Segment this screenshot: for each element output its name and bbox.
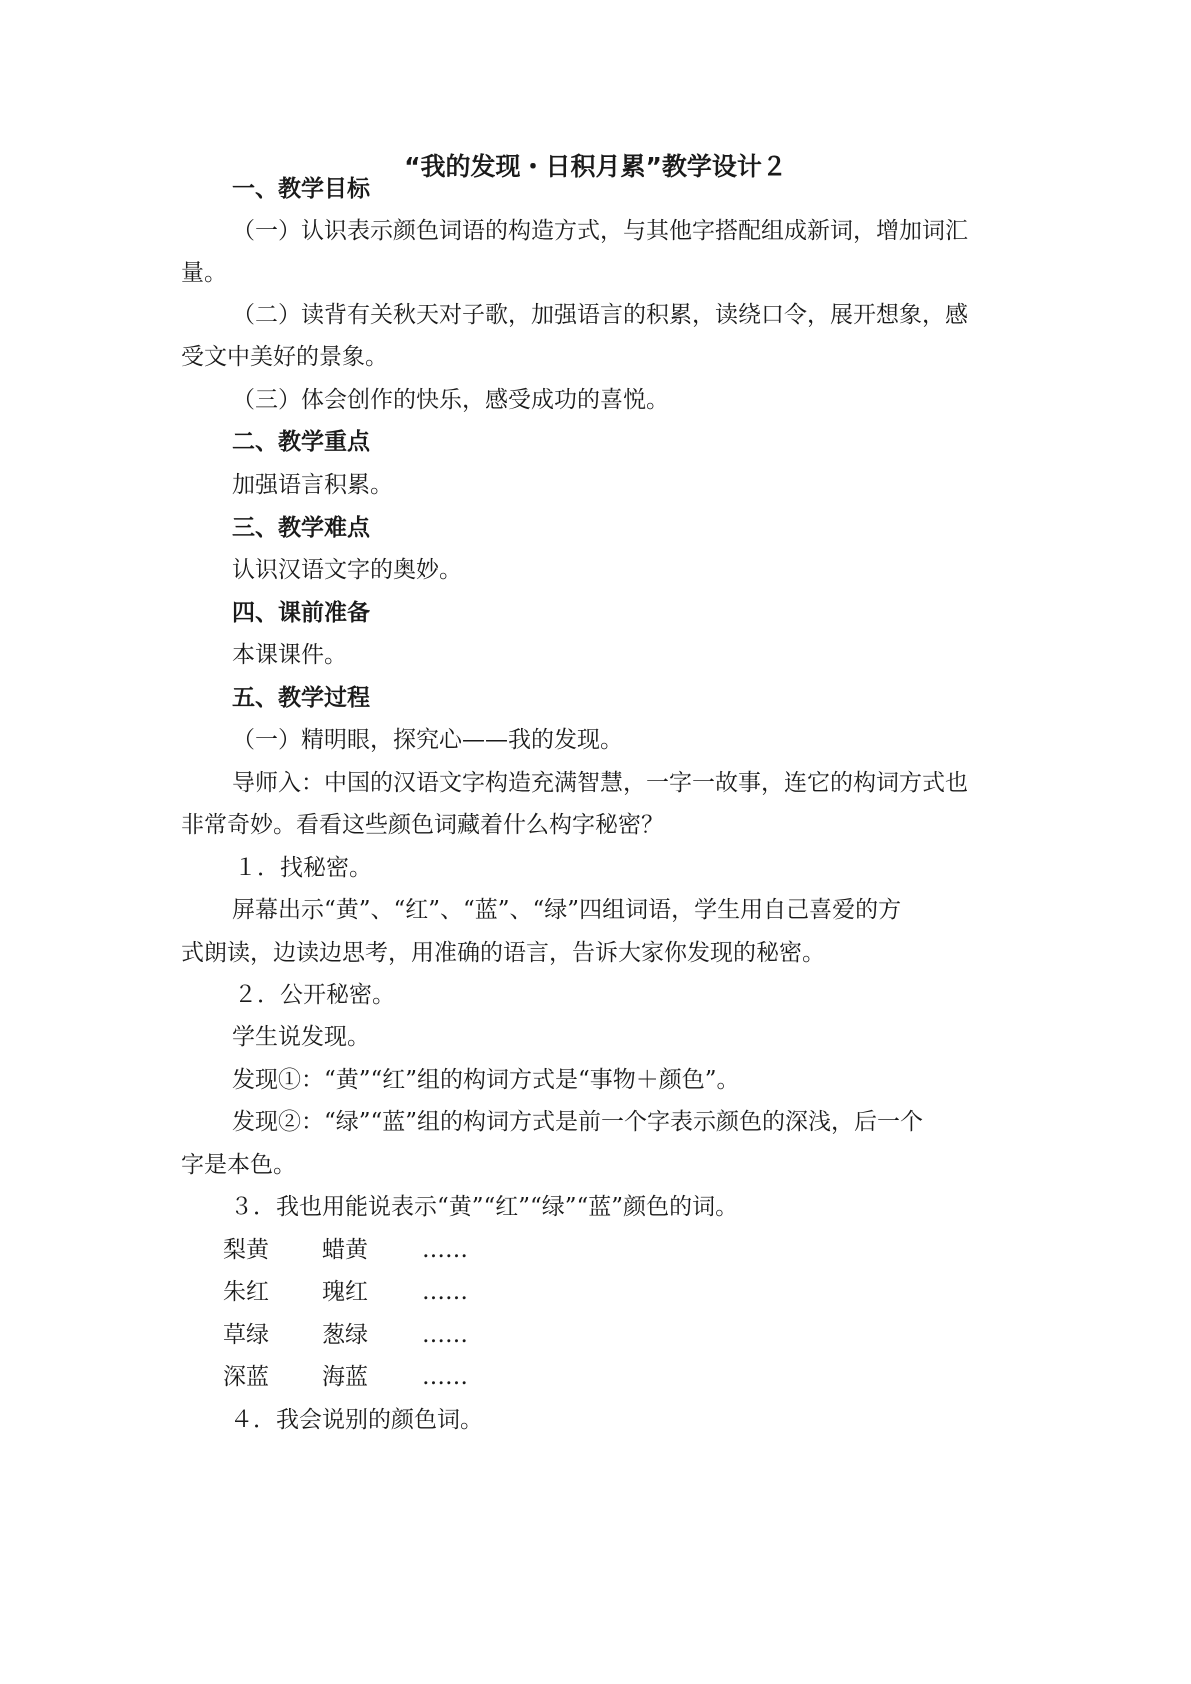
ellipsis: …… <box>422 1237 468 1263</box>
paragraph-intro-cont: 非常奇妙。看看这些颜色词藏着什么构字秘密？ <box>181 812 664 838</box>
paragraph-objective-2: （二）读背有关秋天对子歌，加强语言的积累，读绕口令，展开想象，感 <box>232 302 968 328</box>
paragraph-sub1: （一）精明眼，探究心——我的发现。 <box>232 727 623 753</box>
section-heading-process: 五、教学过程 <box>232 685 370 711</box>
paragraph-preparation: 本课课件。 <box>232 642 347 668</box>
color-word: 深蓝 <box>223 1364 269 1390</box>
paragraph-difficulties: 认识汉语文字的奥妙。 <box>232 557 462 583</box>
ellipsis: …… <box>422 1322 468 1348</box>
paragraph-step4: ４．我会说别的颜色词。 <box>230 1407 483 1433</box>
paragraph-step1-text: 屏幕出示“黄”、“红”、“蓝”、“绿”四组词语，学生用自己喜爱的方 <box>232 897 902 923</box>
color-word: 草绿 <box>223 1322 269 1348</box>
color-word: 葱绿 <box>322 1322 368 1348</box>
paragraph-objective-1: （一）认识表示颜色词语的构造方式，与其他字搭配组成新词，增加词汇 <box>232 218 968 244</box>
color-word: 朱红 <box>223 1279 269 1305</box>
paragraph-step2: ２．公开秘密。 <box>234 982 395 1008</box>
paragraph-key-points: 加强语言积累。 <box>232 472 393 498</box>
section-heading-preparation: 四、课前准备 <box>232 600 370 626</box>
paragraph-objective-2-cont: 受文中美好的景象。 <box>181 344 388 370</box>
paragraph-intro: 导师入：中国的汉语文字构造充满智慧，一字一故事，连它的构词方式也 <box>232 770 968 796</box>
section-heading-objectives: 一、教学目标 <box>232 176 370 202</box>
paragraph-step2-text: 学生说发现。 <box>232 1024 370 1050</box>
paragraph-finding-2-cont: 字是本色。 <box>181 1152 296 1178</box>
paragraph-step1-text-cont: 式朗读，边读边思考，用准确的语言，告诉大家你发现的秘密。 <box>181 940 825 966</box>
paragraph-objective-3: （三）体会创作的快乐，感受成功的喜悦。 <box>232 387 669 413</box>
document-title: “我的发现・日积月累”教学设计２ <box>404 152 787 181</box>
color-word: 蜡黄 <box>322 1237 368 1263</box>
color-word: 梨黄 <box>223 1237 269 1263</box>
paragraph-step3: ３．我也用能说表示“黄”“红”“绿”“蓝”颜色的词。 <box>230 1194 739 1220</box>
color-word: 瑰红 <box>322 1279 368 1305</box>
paragraph-step1: １．找秘密。 <box>234 855 372 881</box>
paragraph-finding-2: 发现②：“绿”“蓝”组的构词方式是前一个字表示颜色的深浅，后一个 <box>232 1109 924 1135</box>
section-heading-key-points: 二、教学重点 <box>232 429 370 455</box>
ellipsis: …… <box>422 1364 468 1390</box>
section-heading-difficulties: 三、教学难点 <box>232 515 370 541</box>
paragraph-objective-1-cont: 量。 <box>181 260 227 286</box>
paragraph-finding-1: 发现①：“黄”“红”组的构词方式是“事物＋颜色”。 <box>232 1067 740 1093</box>
color-word: 海蓝 <box>322 1364 368 1390</box>
ellipsis: …… <box>422 1279 468 1305</box>
